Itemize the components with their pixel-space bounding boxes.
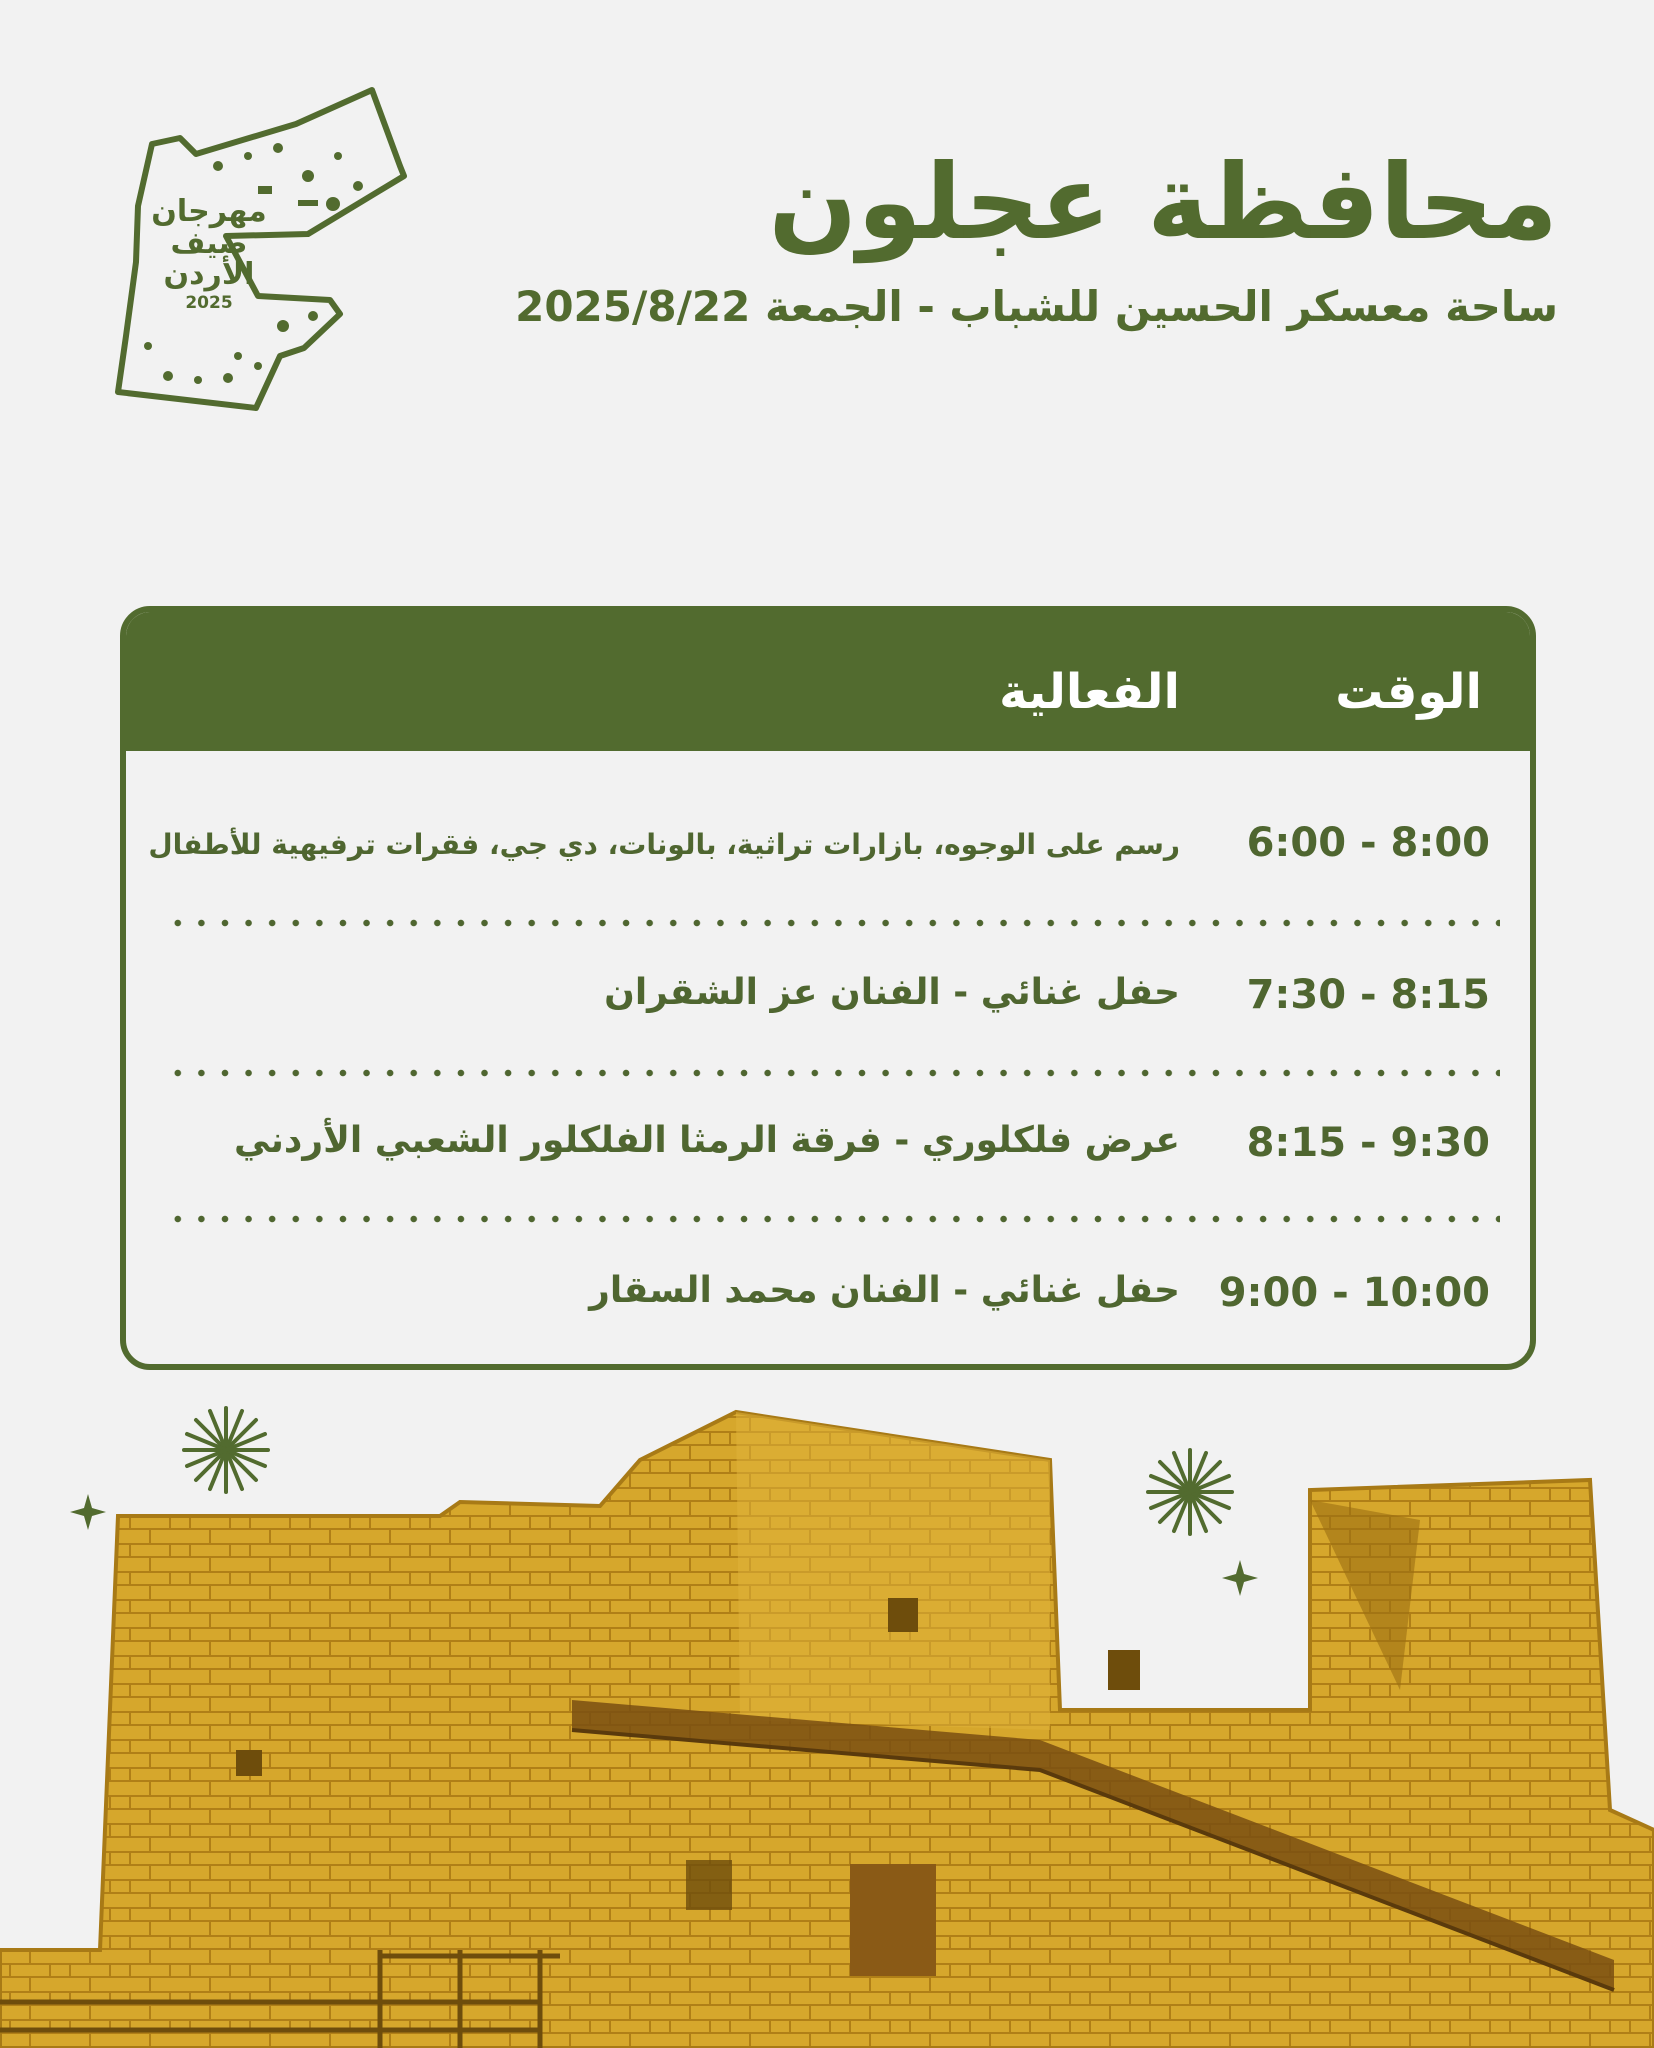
row-time: 7:30 - 8:15: [1246, 972, 1490, 1018]
row-event: حفل غنائي - الفنان عز الشقران: [604, 972, 1180, 1013]
table-header: [126, 612, 1530, 751]
row-time: 6:00 - 8:00: [1246, 820, 1490, 866]
logo-year: 2025: [185, 292, 233, 313]
row-event: رسم على الوجوه، بازارات تراثية، بالونات، دي جي، فقرات ترفيهية للأطفال: [148, 828, 1180, 861]
row-time: 8:15 - 9:30: [1246, 1120, 1490, 1166]
logo-line-3: الأردن: [163, 257, 255, 292]
row-event: عرض فلكلوري - فرقة الرمثا الفلكلور الشعبي الأردني: [233, 1120, 1180, 1161]
page-subtitle: ساحة معسكر الحسين للشباب - الجمعة 2025/8/22: [515, 282, 1558, 331]
column-header-time: الوقت: [1335, 664, 1482, 720]
logo-line-1: مهرجان: [151, 194, 267, 229]
column-header-event: الفعالية: [999, 664, 1180, 720]
page-title: محافظة عجلون: [768, 141, 1558, 263]
row-divider: [166, 919, 1500, 927]
row-time: 9:00 - 10:00: [1218, 1270, 1490, 1316]
festival-logo: [108, 86, 408, 416]
row-divider: [166, 1069, 1500, 1077]
logo-text: [134, 196, 284, 312]
castle-illustration: [0, 1390, 1654, 2048]
schedule-table: [120, 606, 1536, 1370]
logo-line-2: صيف: [170, 225, 248, 261]
row-event: حفل غنائي - الفنان محمد السقار: [589, 1270, 1180, 1311]
row-divider: [166, 1215, 1500, 1223]
